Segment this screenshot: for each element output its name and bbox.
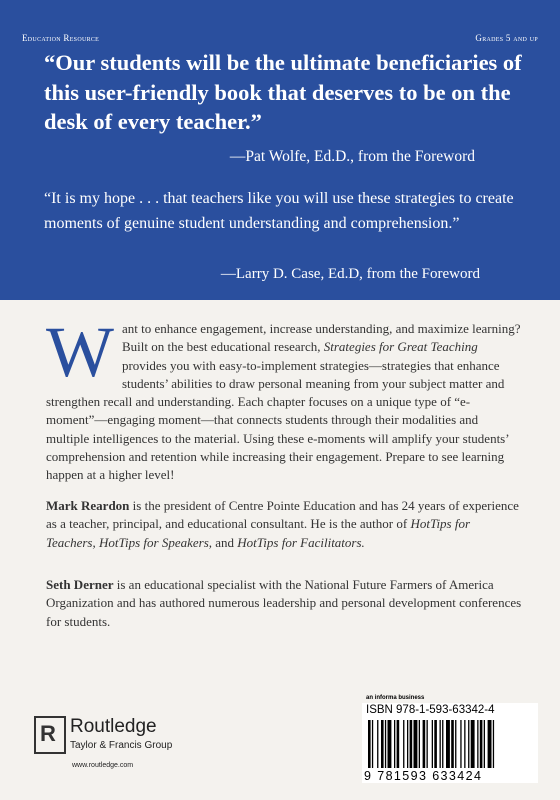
blurb-text-a: Built on the best educational research,: [121, 339, 321, 355]
author-bio-2-text: is an educational specialist with the National Future Farmers of America Organization and has authored numerous leadership and personal development conferences for students.: [46, 577, 522, 629]
blurb-text-b: provides you with easy-to-implement strategies—strategies that enhance students’ abilities to draw personal meaning from your subject matter and strengthen recall and understanding. Each chapter focuses on a unique type of “e-moment”—engaging moment—that connects students through their modalities and multiple intelligences to the material. Using these e-moments will amplify your students’ comprehension and retention while increasing their engagement. Prepare to see learning happen at a higher level!: [46, 357, 509, 483]
drop-cap: W: [46, 312, 114, 392]
quote-panel: [0, 0, 560, 300]
barcode-number: 9 781593 633424: [364, 769, 483, 783]
category-label: Education Resource: [22, 33, 100, 43]
author-book-2: HotTips for Speakers,: [98, 534, 213, 550]
business-tag: an informa business: [366, 695, 425, 701]
publisher-subtitle: Taylor & Francis Group: [70, 740, 173, 751]
routledge-r-icon: R: [34, 716, 66, 754]
author-book-3: HotTips for Facilitators.: [237, 534, 365, 550]
author-book-1: HotTips for Teachers,: [46, 516, 471, 550]
barcode-bars-icon: [368, 720, 532, 768]
blurb-line-1: ant to enhance engagement, increase understanding, and maximize learning?: [121, 321, 521, 336]
author-name-2: Seth Derner: [46, 577, 114, 592]
author-name-1: Mark Reardon: [46, 498, 130, 513]
quote-2-text: “It is my hope . . . that teachers like you will use these strategies to create moments of genuine student understanding and comprehension.”: [44, 190, 514, 232]
publisher-name: Routledge: [70, 716, 157, 737]
publisher-website: www.routledge.com: [72, 762, 134, 769]
author-bio-2: [46, 576, 522, 631]
author-bio-1: [46, 497, 522, 552]
quote-1-attribution: —Pat Wolfe, Ed.D., from the Foreword: [229, 148, 475, 165]
quote-1-text: “Our students will be the ultimate beneficiaries of this user-friendly book that deserves to be on the desk of every teacher.”: [44, 50, 522, 134]
book-title: Strategies for Great Teaching: [323, 339, 478, 355]
author-bio-1-text: is the president of Centre Pointe Education and has 24 years of experience as a teacher, principal, and educational consultant. He is the author of: [46, 498, 519, 532]
publisher-logo: [34, 716, 194, 764]
isbn-label: ISBN 978-1-593-63342-4: [366, 704, 495, 716]
grade-label: Grades 5 and up: [475, 33, 538, 43]
author-bio-1-and: and: [215, 534, 235, 550]
book-description: [46, 312, 522, 485]
barcode: [362, 703, 538, 783]
quote-2-attribution: —Larry D. Case, Ed.D, from the Foreword: [220, 266, 480, 282]
